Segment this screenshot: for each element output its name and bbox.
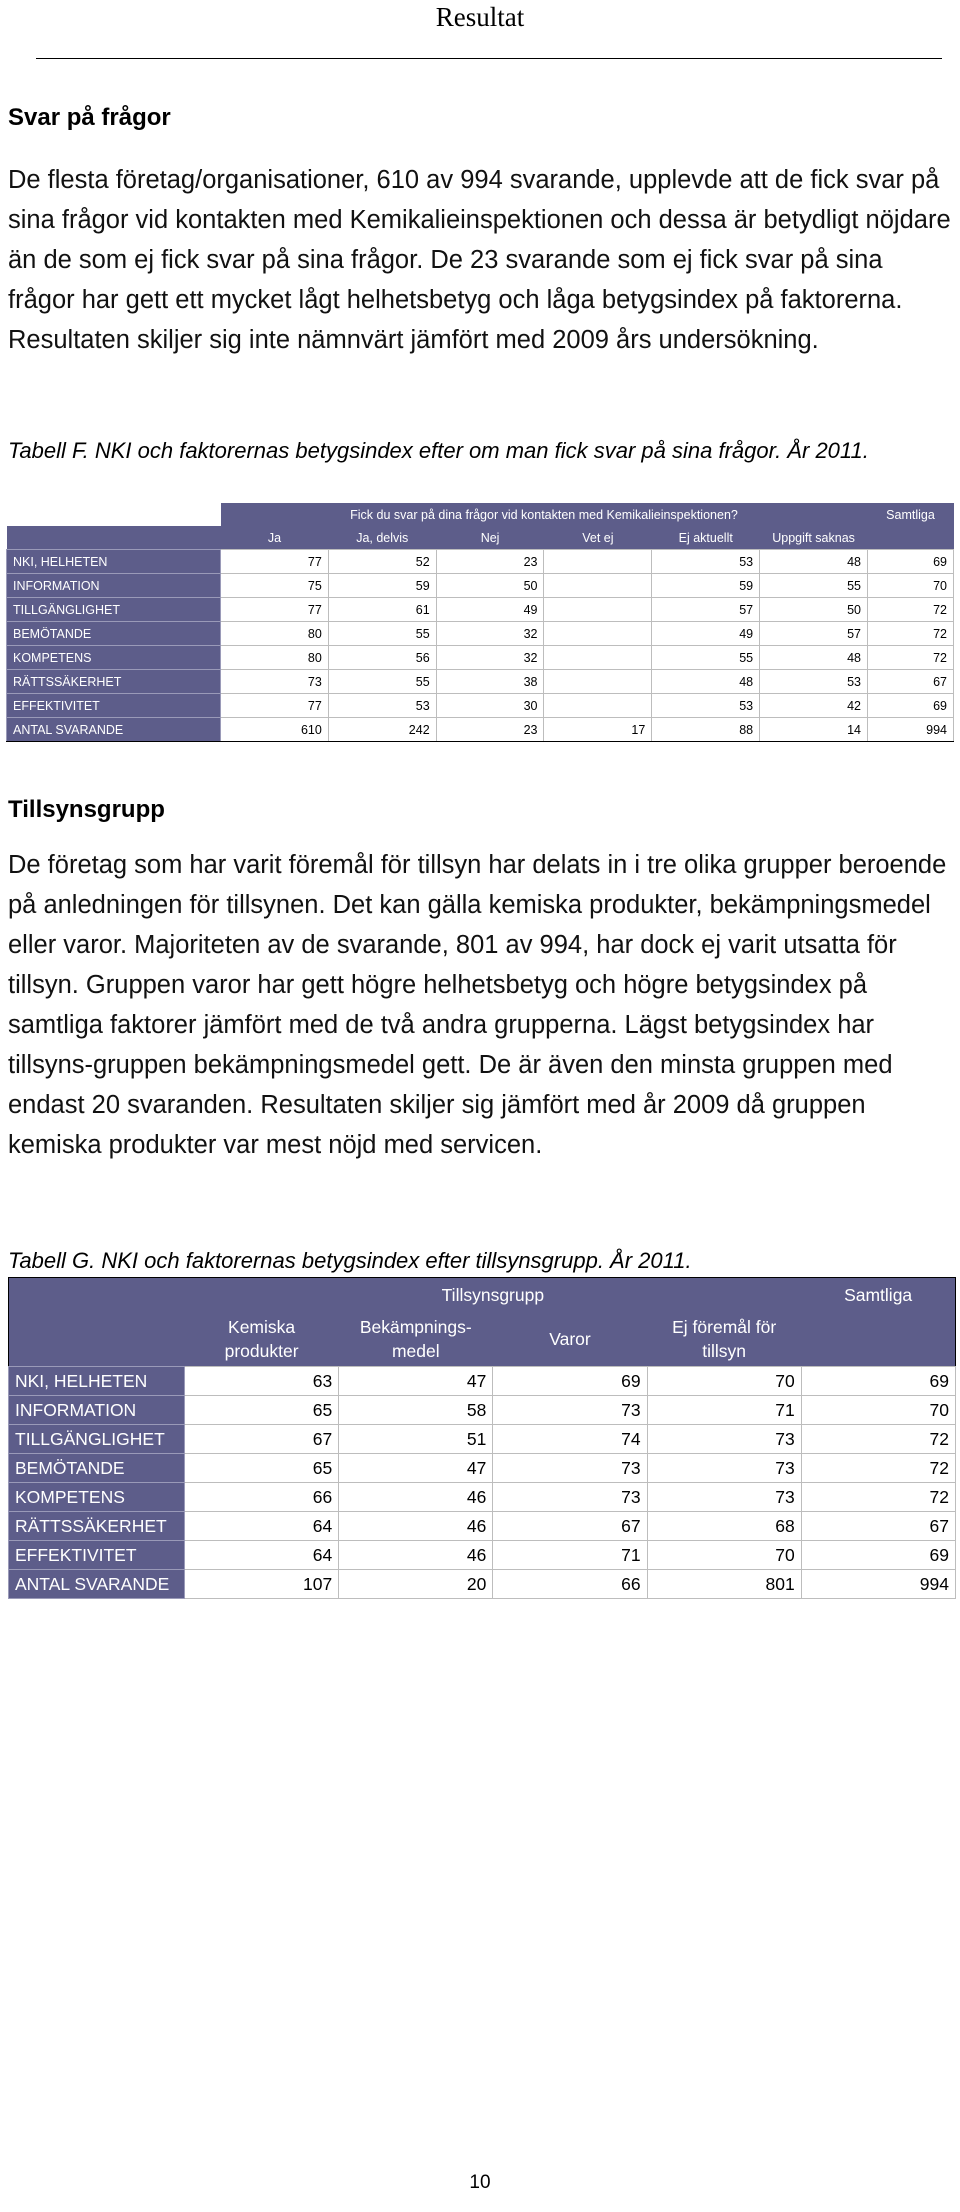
table-cell: 57 [652,598,760,622]
table-row [7,598,954,622]
table-cell: 17 [544,718,652,742]
column-header: Bekämpnings-medel [339,1312,493,1367]
table-g-group-header: Tillsynsgrupp [185,1278,802,1313]
table-cell: 48 [760,646,868,670]
table-cell: 88 [652,718,760,742]
row-label: BEMÖTANDE [9,1454,185,1483]
table-cell: 67 [868,670,954,694]
row-label: EFFEKTIVITET [9,1541,185,1570]
table-row [7,694,954,718]
table-cell: 107 [185,1570,339,1599]
table-cell: 65 [185,1454,339,1483]
table-cell: 66 [185,1483,339,1512]
table-row [7,622,954,646]
column-header: Kemiska produkter [185,1312,339,1367]
table-g-caption: Tabell G. NKI och faktorernas betygsindex efter tillsynsgrupp. År 2011. [8,1248,692,1273]
row-label: KOMPETENS [7,646,221,670]
table-cell: 46 [339,1512,493,1541]
table-cell: 55 [328,670,436,694]
table-cell: 66 [493,1570,647,1599]
table-row [7,646,954,670]
table-cell: 77 [221,550,329,574]
table-cell: 46 [339,1541,493,1570]
table-row [9,1570,956,1599]
table-cell: 73 [647,1454,801,1483]
table-cell: 610 [221,718,329,742]
table-cell [544,574,652,598]
table-cell: 32 [436,622,544,646]
section-heading-svar: Svar på frågor [8,104,171,131]
row-label: TILLGÄNGLIGHET [7,598,221,622]
table-cell: 75 [221,574,329,598]
table-row [9,1483,956,1512]
table-cell: 72 [801,1454,955,1483]
table-cell: 53 [760,670,868,694]
row-label: INFORMATION [7,574,221,598]
column-header: Nej [436,526,544,550]
row-label: RÄTTSSÄKERHET [9,1512,185,1541]
table-cell: 63 [185,1367,339,1396]
table-row [9,1396,956,1425]
table-cell: 74 [493,1425,647,1454]
table-cell: 994 [868,718,954,742]
table-cell: 69 [801,1367,955,1396]
table-cell: 55 [328,622,436,646]
table-cell: 70 [801,1396,955,1425]
table-cell [544,670,652,694]
column-header: Ja [221,526,329,550]
row-label: TILLGÄNGLIGHET [9,1425,185,1454]
row-label: ANTAL SVARANDE [9,1570,185,1599]
row-label: RÄTTSSÄKERHET [7,670,221,694]
section-heading-tillsyn: Tillsynsgrupp [8,796,165,823]
table-cell: 56 [328,646,436,670]
column-header: Vet ej [544,526,652,550]
table-cell: 50 [436,574,544,598]
table-cell: 52 [328,550,436,574]
table-cell: 77 [221,598,329,622]
table-cell [544,694,652,718]
table-cell [544,550,652,574]
table-cell: 69 [801,1541,955,1570]
table-cell: 73 [647,1425,801,1454]
page-number: 10 [469,2172,491,2193]
row-label: NKI, HELHETEN [9,1367,185,1396]
table-cell: 48 [760,550,868,574]
table-cell: 47 [339,1454,493,1483]
table-cell: 14 [760,718,868,742]
table-cell: 73 [493,1396,647,1425]
table-cell: 80 [221,646,329,670]
running-header: Resultat [435,2,525,32]
table-cell: 49 [652,622,760,646]
table-row [9,1367,956,1396]
table-row [7,718,954,742]
table-cell: 49 [436,598,544,622]
table-g-total-header: Samtliga [801,1278,955,1313]
table-row [9,1541,956,1570]
row-label: NKI, HELHETEN [7,550,221,574]
row-label: KOMPETENS [9,1483,185,1512]
table-cell: 59 [652,574,760,598]
table-cell [544,598,652,622]
table-row [9,1454,956,1483]
section-paragraph-svar: De flesta företag/organisationer, 610 av 994 svarande, upplevde att de fick svar på sina frågor vid kontakten med Kemikalieinspektionen och dessa är betydligt nöjdare än de som ej fick svar på sina frågor. De 23 svarande som ej fick svar på sina frågor har gett ett mycket lågt helhetsbetyg och låga betygsindex på faktorerna. Resultaten skiljer sig inte nämnvärt jämfört med 2009 års undersökning. [8,166,951,354]
table-cell: 73 [647,1483,801,1512]
table-cell: 72 [801,1425,955,1454]
column-header: Ej föremål för tillsyn [647,1312,801,1367]
table-cell: 72 [801,1483,955,1512]
table-cell: 48 [652,670,760,694]
table-cell: 61 [328,598,436,622]
table-cell: 53 [652,550,760,574]
table-cell: 53 [652,694,760,718]
table-cell: 53 [328,694,436,718]
table-row [7,670,954,694]
table-cell: 69 [493,1367,647,1396]
table-cell: 69 [868,694,954,718]
table-cell: 73 [221,670,329,694]
header-rule [36,58,942,59]
table-cell: 70 [647,1367,801,1396]
table-cell: 30 [436,694,544,718]
table-cell: 38 [436,670,544,694]
table-cell: 55 [652,646,760,670]
table-cell: 73 [493,1454,647,1483]
table-cell: 801 [647,1570,801,1599]
table-row [7,550,954,574]
table-cell: 67 [801,1512,955,1541]
table-cell: 55 [760,574,868,598]
table-cell: 67 [185,1425,339,1454]
table-cell: 67 [493,1512,647,1541]
table-f-total-header: Samtliga [868,503,954,526]
table-cell: 59 [328,574,436,598]
table-cell: 64 [185,1541,339,1570]
row-label: EFFEKTIVITET [7,694,221,718]
table-cell: 57 [760,622,868,646]
table-cell: 50 [760,598,868,622]
table-f-group-header: Fick du svar på dina frågor vid kontakten med Kemikalieinspektionen? [221,503,868,526]
table-cell: 64 [185,1512,339,1541]
table-cell: 23 [436,550,544,574]
table-cell: 20 [339,1570,493,1599]
table-cell: 71 [493,1541,647,1570]
table-cell [544,646,652,670]
section-paragraph-tillsyn: De företag som har varit föremål för tillsyn har delats in i tre olika grupper beroende på anledningen för tillsynen. Det kan gälla kemiska produkter, bekämpningsmedel eller varor. Majoriteten av de svarande, 801 av 994, har dock ej varit utsatta för tillsyn. Gruppen varor har gett högre helhetsbetyg och högre betygsindex på samtliga faktorer jämfört med de två andra grupperna. Lägst betygsindex har tillsyns-gruppen bekämpningsmedel gett. De är även den minsta gruppen med endast 20 svaranden. Resultaten skiljer sig jämfört med år 2009 då gruppen kemiska produkter var mest nöjd med servicen. [8,851,947,1159]
column-header: Varor [493,1312,647,1367]
table-row [9,1512,956,1541]
table-cell: 69 [868,550,954,574]
table-cell: 70 [868,574,954,598]
table-cell: 23 [436,718,544,742]
table-cell: 32 [436,646,544,670]
table-cell: 46 [339,1483,493,1512]
table-cell: 58 [339,1396,493,1425]
table-row [7,574,954,598]
table-cell: 73 [493,1483,647,1512]
table-cell: 42 [760,694,868,718]
table-row [9,1425,956,1454]
table-cell: 68 [647,1512,801,1541]
table-cell: 65 [185,1396,339,1425]
table-cell: 47 [339,1367,493,1396]
table-f-caption: Tabell F. NKI och faktorernas betygsindex efter om man fick svar på sina frågor. År 2011. [8,438,869,463]
row-label: INFORMATION [9,1396,185,1425]
column-header: Ja, delvis [328,526,436,550]
row-label: BEMÖTANDE [7,622,221,646]
row-label: ANTAL SVARANDE [7,718,221,742]
table-cell: 994 [801,1570,955,1599]
column-header: Uppgift saknas [760,526,868,550]
table-cell: 72 [868,622,954,646]
table-cell: 72 [868,598,954,622]
table-cell [544,622,652,646]
table-cell: 72 [868,646,954,670]
table-cell: 80 [221,622,329,646]
table-cell: 71 [647,1396,801,1425]
table-g [8,1277,956,1599]
table-cell: 242 [328,718,436,742]
table-cell: 51 [339,1425,493,1454]
column-header: Ej aktuellt [652,526,760,550]
table-f [6,503,954,742]
table-cell: 77 [221,694,329,718]
table-cell: 70 [647,1541,801,1570]
